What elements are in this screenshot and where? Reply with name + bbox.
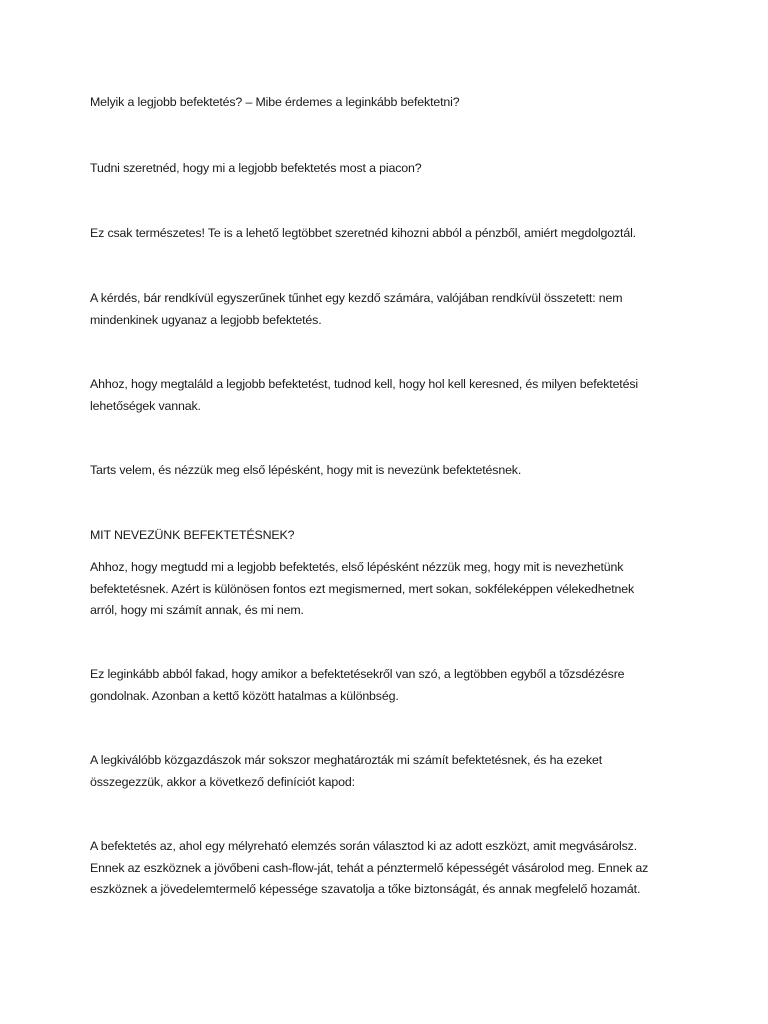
paragraph: Ahhoz, hogy megtudd mi a legjobb befektetés, első lépésként nézzük meg, hogy mit is nevezhetünk befektetésnek. Azért is különösen fontos ezt megismerned, mert sokan, sokféleképpen vélekedhetnek arról, hogy mi számít annak, és mi nem.: [90, 560, 635, 617]
document-title: Melyik a legjobb befektetés? – Mibe érdemes a leginkább befektetni?: [90, 95, 460, 109]
paragraph: Tudni szeretnéd, hogy mi a legjobb befektetés most a piacon?: [90, 161, 422, 175]
paragraph: Ahhoz, hogy megtaláld a legjobb befektetést, tudnod kell, hogy hol kell keresned, és milyen befektetési lehetőségek vannak.: [90, 377, 638, 413]
paragraph: A legkiválóbb közgazdászok már sokszor meghatározták mi számít befektetésnek, és ha ezeket összegezzük, akkor a következő definíciót kapod:: [90, 753, 602, 789]
paragraph: Ez leginkább abból fakad, hogy amikor a befektetésekről van szó, a legtöbben egyből a tőzsdézésre gondolnak. Azonban a kettő között hatalmas a különbség.: [90, 667, 625, 703]
paragraph: Ez csak természetes! Te is a lehető legtöbbet szeretnéd kihozni abból a pénzből, amiért megdolgoztál.: [90, 226, 636, 240]
section-heading: MIT NEVEZÜNK BEFEKTETÉSNEK?: [90, 528, 295, 542]
paragraph: Tarts velem, és nézzük meg első lépésként, hogy mit is nevezünk befektetésnek.: [90, 463, 522, 477]
paragraph: A befektetés az, ahol egy mélyreható elemzés során választod ki az adott eszközt, amit megvásárolsz. Ennek az eszköznek a jövőbeni cash-flow-ját, tehát a pénztermelő képességét vásárolod meg. Ennek az eszköznek a jövedelemtermelő képessége szavatolja a tőke biztonságát, és annak megfelelő hozamát.: [90, 839, 649, 896]
paragraph: A kérdés, bár rendkívül egyszerűnek tűnhet egy kezdő számára, valójában rendkívül összetett: nem mindenkinek ugyanaz a legjobb befektetés.: [90, 291, 623, 327]
